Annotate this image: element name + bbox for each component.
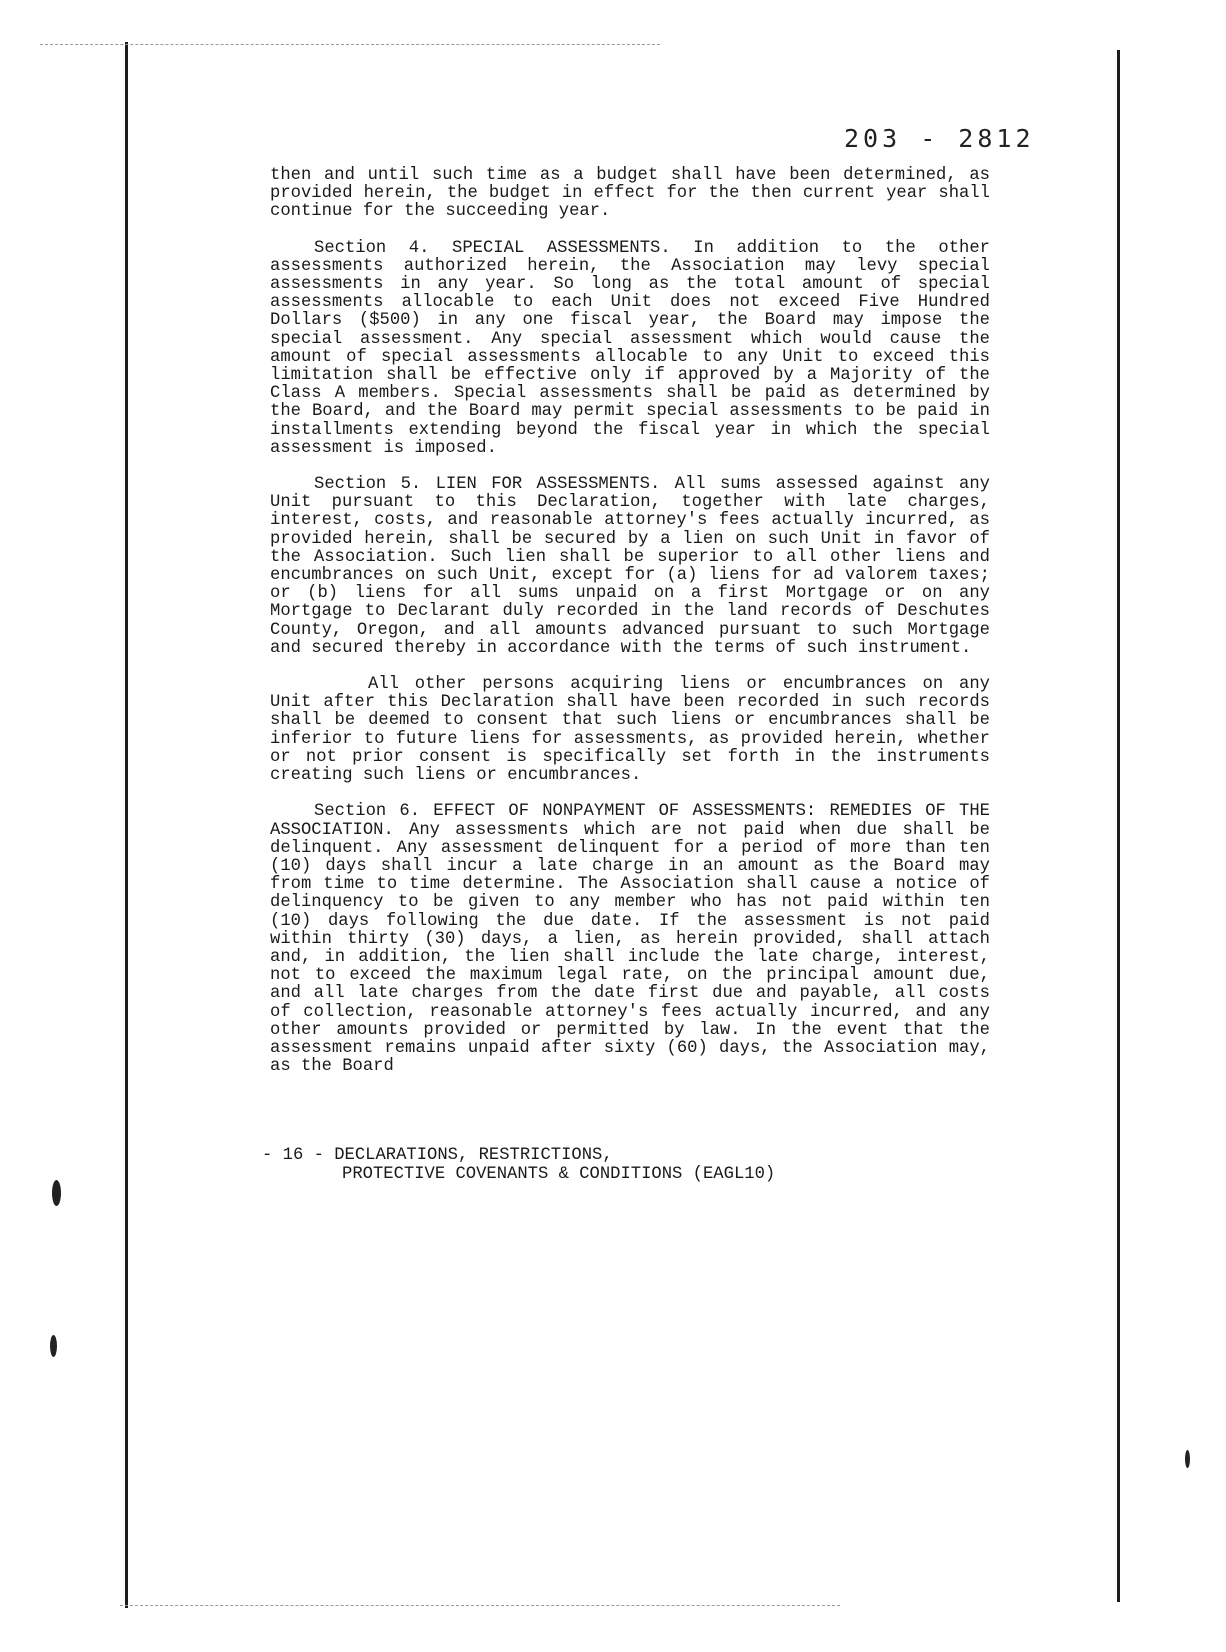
paragraph-budget-continuation: then and until such time as a budget shall have been determined, as provided herein, the budget in effect for the then current year shall continue for the succeeding year. (270, 166, 990, 222)
bottom-scan-edge (120, 1605, 840, 1607)
paragraph-section-6: Section 6. EFFECT OF NONPAYMENT OF ASSESSMENTS: REMEDIES OF THE ASSOCIATION. Any assessments which are not paid when due shall be delinquent. Any assessment delinquent for a period of more than ten (10) days shall incur a late charge in an amount as the Board may from time to time determine. The Association shall cause a notice of delinquency to be given to any member who has not paid within ten (10) days following the due date. If the assessment is not paid within thirty (30) days, a lien, as herein provided, shall attach and, in addition, the lien shall include the late charge, interest, not to exceed the maximum legal rate, on the principal amount due, and all late charges from the date first due and payable, all costs of collection, reasonable attorney's fees actually incurred, and any other amounts provided or permitted by law. In the event that the assessment remains unpaid after sixty (60) days, the Association may, as the Board (270, 802, 990, 1077)
page-footer (262, 1146, 882, 1184)
paragraph-section-5: Section 5. LIEN FOR ASSESSMENTS. All sums assessed against any Unit pursuant to this Declaration, together with late charges, interest, costs, and reasonable attorney's fees actually incurred, as provided herein, shall be secured by a lien on such Unit in favor of the Association. Such lien shall be superior to all other liens and encumbrances on such Unit, except for (a) liens for ad valorem taxes; or (b) liens for all sums unpaid on a first Mortgage or on any Mortgage to Declarant duly recorded in the land records of Deschutes County, Oregon, and all amounts advanced pursuant to such Mortgage and secured thereby in accordance with the terms of such instrument. (270, 475, 990, 658)
scan-speck (52, 1180, 61, 1206)
left-border-line (125, 42, 128, 1608)
footer-line-2: PROTECTIVE COVENANTS & CONDITIONS (EAGL10) (342, 1165, 776, 1184)
page-number: 203 - 2812 (844, 124, 1035, 153)
top-scan-edge (40, 44, 660, 46)
paragraph-section-4: Section 4. SPECIAL ASSESSMENTS. In addition to the other assessments authorized herein, the Association may levy special assessments in any year. So long as the total amount of special assessments allocable to each Unit does not exceed Five Hundred Dollars ($500) in any one fiscal year, the Board may impose the special assessment. Any special assessment which would cause the amount of special assessments allocable to any Unit to exceed this limitation shall be effective only if approved by a Majority of the Class A members. Special assessments shall be paid as determined by the Board, and the Board may permit special assessments to be paid in installments extending beyond the fiscal year in which the special assessment is imposed. (270, 238, 990, 458)
scan-speck (1185, 1450, 1190, 1468)
footer-line-1: - 16 - DECLARATIONS, RESTRICTIONS, (262, 1146, 613, 1165)
paragraph-other-liens: All other persons acquiring liens or encumbrances on any Unit after this Declaration shall have been recorded in such records shall be deemed to consent that such liens or encumbrances shall be inferior to future liens for assessments, as provided herein, whether or not prior consent is specifically set forth in the instruments creating such liens or encumbrances. (270, 675, 990, 786)
scan-speck (50, 1335, 57, 1357)
document-body (270, 167, 990, 1094)
right-border-line (1117, 50, 1120, 1602)
